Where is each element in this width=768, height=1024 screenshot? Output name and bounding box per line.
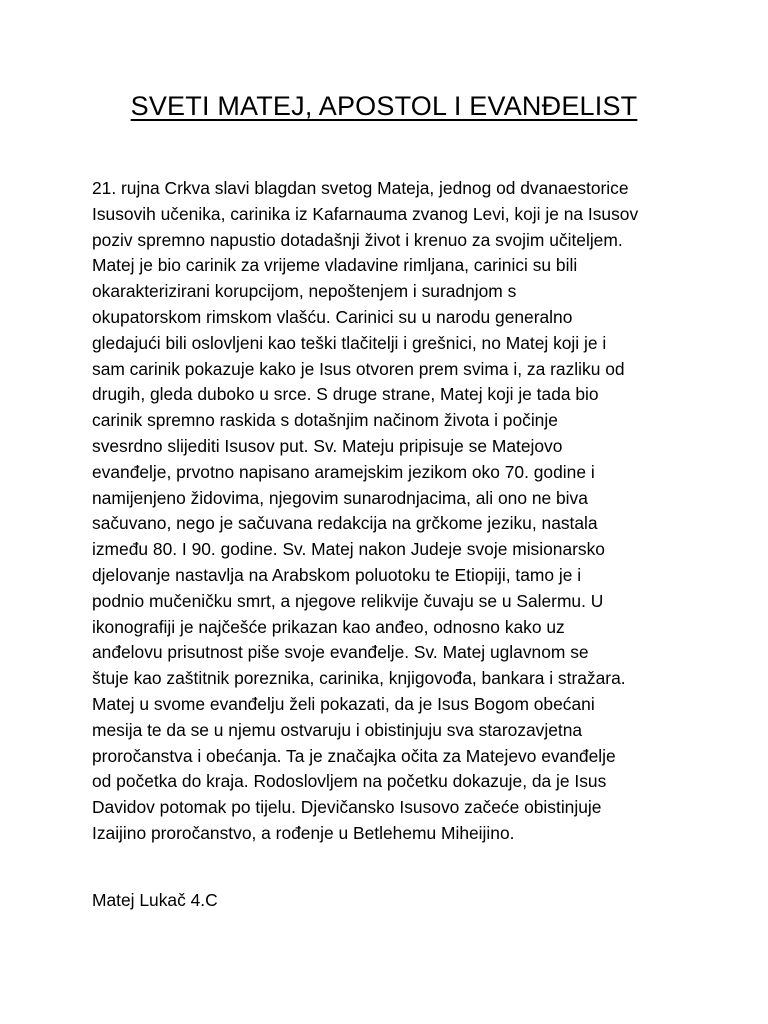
body-line: gledajući bili oslovljeni kao teški tlačitelji i grešnici, no Matej koji je i	[92, 332, 607, 353]
body-line: podnio mučeničku smrt, a njegove relikvije čuvaju se u Salermu. U	[92, 590, 604, 611]
page-title: SVETI MATEJ, APOSTOL I EVANĐELIST	[130, 91, 638, 121]
body-line: između 80. I 90. godine. Sv. Matej nakon Judeje svoje misionarsko	[92, 539, 605, 560]
body-line: od početka do kraja. Rodoslovljem na početku dokazuje, da je Isus	[92, 771, 607, 792]
body-line: carinik spremno raskida s dotašnjim načinom života i počinje	[92, 410, 558, 431]
body-line: okupatorskom rimskom vlašću. Carinici su u narodu generalno	[92, 306, 573, 327]
body-line: poziv spremno napustio dotadašnji život i krenuo za svojim učiteljem.	[92, 229, 623, 250]
body-line: anđelovu prisutnost piše svoje evanđelje. Sv. Matej uglavnom se	[92, 642, 589, 663]
body-line: 21. rujna Crkva slavi blagdan svetog Mateja, jednog od dvanaestorice	[92, 178, 629, 198]
body-line: drugih, gleda duboko u srce. S druge strane, Matej koji je tada bio	[92, 384, 599, 405]
body-line: djelovanje nastavlja na Arabskom poluotoku te Etiopiji, tamo je i	[92, 564, 582, 585]
body-line: Matej u svome evanđelju želi pokazati, da je Isus Bogom obećani	[92, 693, 595, 714]
body-line: sačuvano, nego je sačuvana redakcija na grčkome jeziku, nastala	[92, 513, 598, 534]
body-line: Matej je bio carinik za vrijeme vladavine rimljana, carinici su bili	[92, 255, 578, 276]
body-line: štuje kao zaštitnik poreznika, carinika, knjigovođa, bankara i stražara.	[92, 668, 626, 689]
body-line: evanđelje, prvotno napisano aramejskim jezikom oko 70. godine i	[92, 461, 595, 482]
body-paragraph	[92, 176, 692, 847]
body-line: okarakterizirani korupcijom, nepoštenjem i suradnjom s	[92, 281, 517, 302]
body-line: svesrdno slijediti Isusov put. Sv. Mateju pripisuje se Matejovo	[92, 435, 563, 456]
body-line: sam carinik pokazuje kako je Isus otvoren prem svima i, za razliku od	[92, 358, 625, 379]
body-line: proročanstva i obećanja. Ta je značajka očita za Matejevo evanđelje	[92, 745, 616, 766]
body-line: mesija te da se u njemu ostvaruju i obistinjuju sva starozavjetna	[92, 719, 583, 740]
body-line: Isusovih učenika, carinika iz Kafarnauma zvanog Levi, koji je na Isusov	[92, 203, 639, 224]
body-line: Izaijino proročanstvo, a rođenje u Betlehemu Miheijino.	[92, 822, 515, 843]
body-line: ikonografiji je najčešće prikazan kao anđeo, odnosno kako uz	[92, 616, 565, 637]
body-line: namijenjeno židovima, njegovim sunarodnjacima, ali ono ne biva	[92, 487, 588, 508]
author-signature: Matej Lukač 4.C	[92, 890, 218, 910]
body-line: Davidov potomak po tijelu. Djevičansko Isusovo začeće obistinjuje	[92, 797, 602, 818]
